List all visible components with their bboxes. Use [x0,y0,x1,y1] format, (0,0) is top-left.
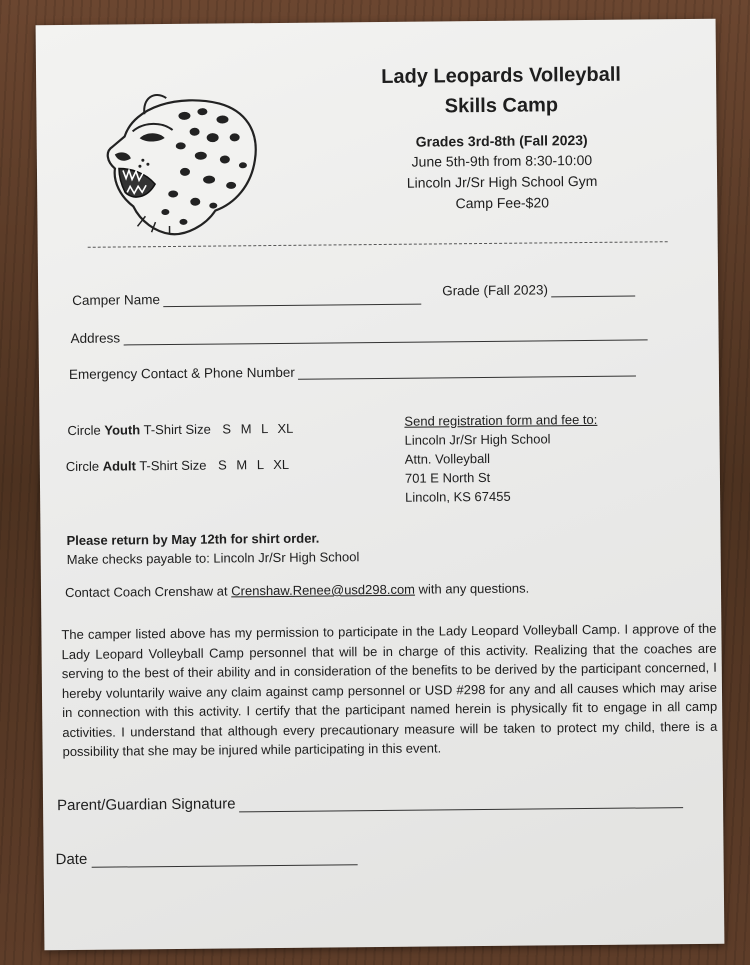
adult-shirt-size [66,457,289,474]
grades-line: Grades 3rd-8th (Fall 2023) [415,131,588,150]
adult-size-options[interactable]: S M L XL [218,456,290,473]
youth-shirt-size [67,421,293,438]
date-label: Date [55,850,88,869]
camper-name-label: Camper Name [72,292,161,308]
contact-line [65,581,529,600]
checks-payable: Make checks payable to: Lincoln Jr/Sr High School [66,549,360,568]
youth-word: Youth [104,422,141,438]
youth-size-options[interactable]: S M L XL [222,420,294,437]
return-info [66,528,359,569]
location-line: Lincoln Jr/Sr High School Gym [406,172,598,191]
contact-email-link[interactable]: Crenshaw.Renee@usd298.com [231,581,416,599]
camp-header [336,59,667,215]
contact-prefix: Contact Coach Crenshaw at [64,583,228,601]
date-line[interactable] [91,849,357,868]
camper-name-line[interactable] [163,290,421,307]
page-subtitle: Skills Camp [444,94,559,118]
fee-line: Camp Fee-$20 [455,194,550,212]
youth-shirt-prefix: Circle [67,422,101,438]
send-to-address [404,410,598,507]
grade-field[interactable] [442,282,635,299]
address-line[interactable] [123,325,647,345]
emergency-contact-field[interactable] [69,362,636,382]
parent-signature-field[interactable] [57,791,684,814]
adult-word: Adult [102,458,136,474]
registration-form-paper [36,19,725,950]
parent-signature-label: Parent/Guardian Signature [56,795,236,815]
send-to-line3: 701 E North St [404,469,491,486]
send-to-title: Send registration form and fee to: [404,411,598,429]
grade-label: Grade (Fall 2023) [442,282,549,299]
send-to-line4: Lincoln, KS 67455 [405,488,511,505]
emergency-contact-label: Emergency Contact & Phone Number [68,364,295,382]
date-field[interactable] [56,848,358,868]
youth-shirt-suffix: T-Shirt Size [143,421,211,438]
contact-suffix: with any questions. [418,580,530,597]
return-deadline: Please return by May 12th for shirt order. [66,530,320,549]
grade-line[interactable] [551,282,635,298]
address-label: Address [70,330,121,346]
adult-shirt-prefix: Circle [65,458,100,475]
adult-shirt-suffix: T-Shirt Size [139,457,207,474]
leopard-head-icon [84,75,266,237]
emergency-contact-line[interactable] [298,362,636,380]
parent-signature-line[interactable] [239,792,683,812]
address-field[interactable] [71,325,648,346]
send-to-line2: Attn. Volleyball [404,450,491,467]
send-to-line1: Lincoln Jr/Sr High School [404,431,551,448]
permission-waiver-text: The camper listed above has my permission to participate in the Lady Leopard Volleyball Camp. I approve of the Lady Leopard Volleyball Camp personnel that will be in charge of this activity. Realizing that the coaches are serving to the best of their ability and in consideration of the benefits to be derived by the participant concerned, I hereby voluntarily waive any claim against camp personnel or USD #298 for any and all causes which may arise in connection with this activity. I certify that the participant named herein is physically fit to engage in all camp activities. I understand that although every precautionary measure will be taken to protect my child, there is a possibility that she may be injured while participating in this event. [61,620,718,760]
page-title: Lady Leopards Volleyball [381,63,622,88]
camper-name-field[interactable] [72,290,421,308]
dashed-divider [88,241,668,248]
dates-line: June 5th-9th from 8:30-10:00 [411,151,593,170]
